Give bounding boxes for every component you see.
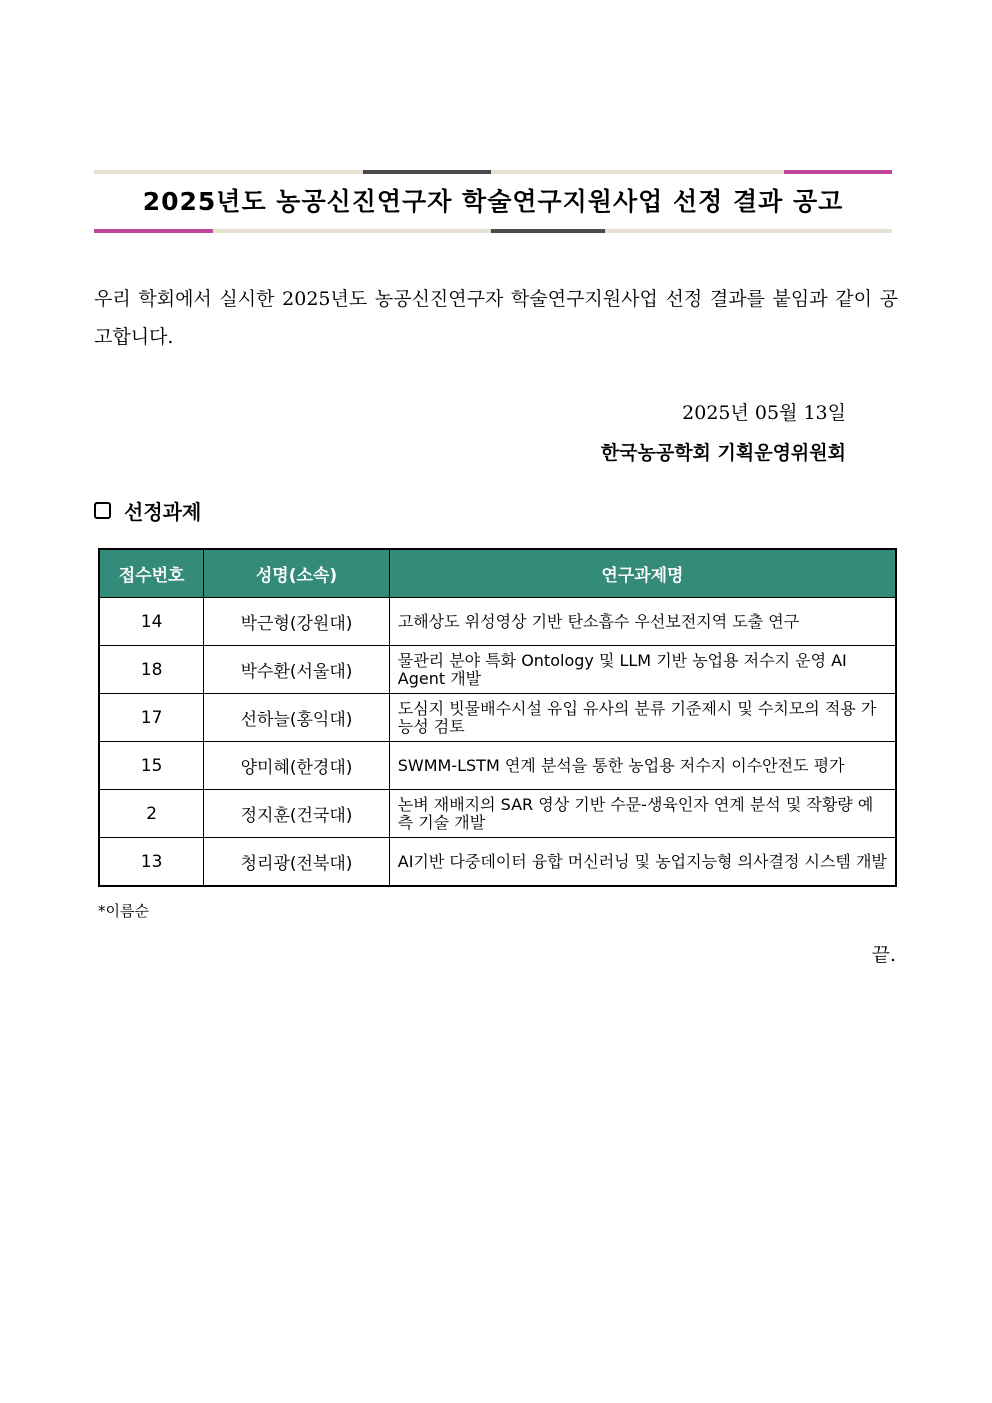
title-banner (94, 170, 892, 234)
section-heading (94, 496, 201, 525)
table-row (99, 790, 896, 838)
cell-topic: 고해상도 위성영상 기반 탄소흡수 우선보전지역 도출 연구 (389, 598, 896, 646)
cell-num: 18 (99, 646, 204, 694)
cell-num: 15 (99, 742, 204, 790)
table-header-row (99, 549, 896, 598)
cell-topic: AI기반 다중데이터 융합 머신러닝 및 농업지능형 의사결정 시스템 개발 (389, 838, 896, 887)
cell-name: 정지훈(건국대) (204, 790, 390, 838)
cell-name: 선하늘(홍익대) (204, 694, 390, 742)
section-title: 선정과제 (124, 500, 202, 524)
title-bottom-bar (94, 229, 892, 233)
bottom-pink-accent (94, 229, 213, 233)
cell-num: 14 (99, 598, 204, 646)
cell-name: 청리광(전북대) (204, 838, 390, 887)
cell-topic: 물관리 분야 특화 Ontology 및 LLM 기반 농업용 저수지 운영 AI Agent 개발 (389, 646, 896, 694)
table-row (99, 838, 896, 887)
cell-num: 13 (99, 838, 204, 887)
document-title: 2025년도 농공신진연구자 학술연구지원사업 선정 결과 공고 (142, 187, 844, 216)
cell-num: 2 (99, 790, 204, 838)
cell-num: 17 (99, 694, 204, 742)
announcement-date: 2025년 05월 13일 (682, 402, 846, 424)
end-mark: 끝. (871, 944, 896, 966)
header-num: 접수번호 (99, 549, 204, 598)
cell-name: 박수환(서울대) (204, 646, 390, 694)
table-row (99, 598, 896, 646)
header-name: 성명(소속) (204, 549, 390, 598)
cell-topic: 도심지 빗물배수시설 유입 유사의 분류 기준제시 및 수치모의 적용 가능성 검토 (389, 694, 896, 742)
bottom-dark-accent (491, 229, 605, 233)
table-row (99, 742, 896, 790)
announcement-body: 우리 학회에서 실시한 2025년도 농공신진연구자 학술연구지원사업 선정 결과를 붙임과 같이 공고합니다. (94, 288, 898, 348)
selection-table (98, 548, 897, 887)
cell-topic: SWMM-LSTM 연계 분석을 통한 농업용 저수지 이수안전도 평가 (389, 742, 896, 790)
cell-name: 양미혜(한경대) (204, 742, 390, 790)
ordering-note: *이름순 (98, 902, 149, 920)
checkbox-icon (94, 502, 111, 519)
header-topic: 연구과제명 (389, 549, 896, 598)
cell-topic: 논벼 재배지의 SAR 영상 기반 수문-생육인자 연계 분석 및 작황량 예측 기술 개발 (389, 790, 896, 838)
issuing-organization: 한국농공학회 기획운영위원회 (600, 442, 846, 464)
table-row (99, 646, 896, 694)
table-row (99, 694, 896, 742)
cell-name: 박근형(강원대) (204, 598, 390, 646)
